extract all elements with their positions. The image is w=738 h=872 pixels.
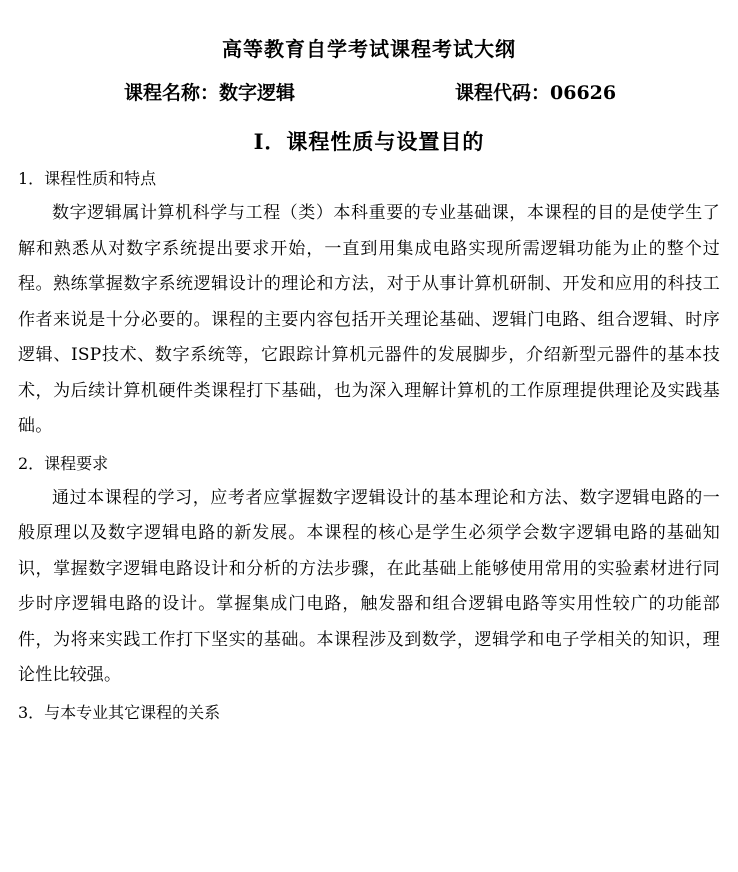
paragraph-1: 数字逻辑属计算机科学与工程（类）本科重要的专业基础课，本课程的目的是使学生了解和熟悉从对数字系统提出要求开始，一直到用集成电路实现所需逻辑功能为止的整个过程。熟练掌握数字系统逻辑设计的理论和方法，对于从事计算机研制、开发和应用的科技工作者来说是十分必要的。课程的主要内容包括开关理论基础、逻辑门电路、组合逻辑、时序逻辑、ISP技术、数字系统等，它跟踪计算机元器件的发展脚步，介绍新型元器件的基本技术，为后续计算机硬件类课程打下基础，也为深入理解计算机的工作原理提供理论及实践基础。 <box>18 203 720 436</box>
section-heading: I．课程性质与设置目的 <box>253 129 485 154</box>
course-info-line <box>18 78 720 108</box>
paragraph-2: 通过本课程的学习，应考者应掌握数字逻辑设计的基本理论和方法、数字逻辑电路的一般原理以及数字逻辑电路的新发展。本课程的核心是学生必须学会数字逻辑电路的基础知识，掌握数字逻辑电路设计和分析的方法步骤，在此基础上能够使用常用的实验素材进行同步时序逻辑电路的设计。掌握集成门电路，触发器和组合逻辑电路等实用性较广的功能部件，为将来实践工作打下坚实的基础。本课程涉及到数学，逻辑学和电子学相关的知识，理论性比较强。 <box>18 487 720 685</box>
subsection-heading-1: 1．课程性质和特点 <box>18 169 157 188</box>
subsection-heading-3: 3．与本专业其它课程的关系 <box>18 702 221 722</box>
document-title: 高等教育自学考试课程考试大纲 <box>222 37 516 61</box>
course-name: 课程名称：数字逻辑 <box>124 82 296 104</box>
course-code: 课程代码：06626 <box>455 82 617 104</box>
subsection-heading-2: 2．课程要求 <box>18 453 109 473</box>
